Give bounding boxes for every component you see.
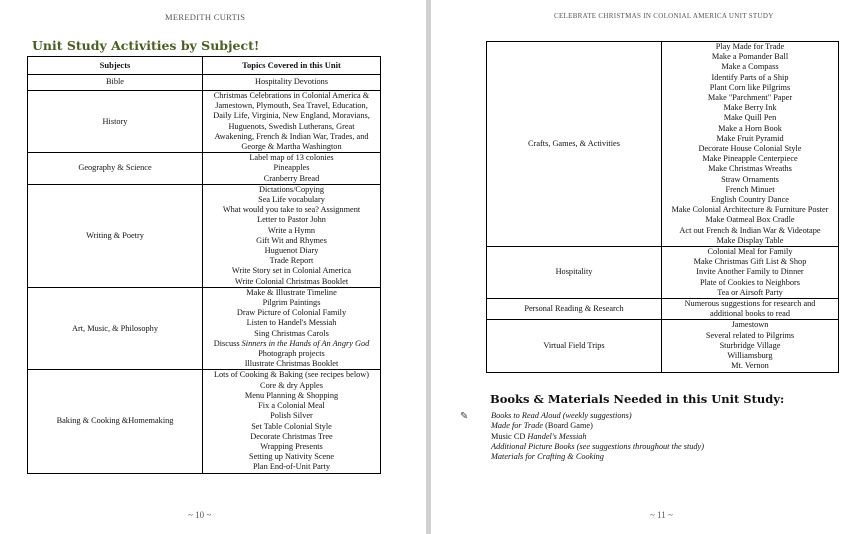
subject-cell: Personal Reading & Research	[487, 299, 662, 320]
subject-cell: Baking & Cooking &Homemaking	[28, 370, 203, 473]
topics-cell	[203, 370, 381, 473]
left-page	[0, 0, 426, 534]
topic-line: Illustrate Christmas Booklet	[244, 359, 339, 369]
page-title: Unit Study Activities by Subject!	[32, 38, 260, 53]
topic-line: Make Colonial Architecture & Furniture Poster	[671, 205, 829, 215]
topic-line: Straw Ornaments	[721, 174, 779, 184]
subject-cell: Hospitality	[487, 247, 662, 299]
topic-line: Invite Another Family to Dinner	[696, 267, 804, 277]
subject-cell: Virtual Field Trips	[487, 320, 662, 372]
topic-line: Write Colonial Christmas Booklet	[234, 276, 349, 286]
topic-line: Cranberry Bread	[263, 173, 320, 183]
topic-line: Draw Picture of Colonial Family	[236, 308, 347, 318]
table-row	[28, 287, 381, 370]
topic-line: Letter to Pastor John	[257, 215, 326, 225]
topic-line: Huguenots, Swedish Lutherans, Great	[228, 121, 355, 131]
books-list	[491, 411, 704, 462]
book-item: Books to Read Aloud (weekly suggestions)	[491, 411, 632, 420]
topic-line: Label map of 13 colonies	[249, 153, 334, 163]
table-row	[28, 184, 381, 287]
topic-line: Make Oatmeal Box Cradle	[705, 215, 795, 225]
topics-cell	[662, 247, 839, 299]
page-number-right: ~ 11 ~	[650, 510, 673, 520]
book-title: Made for Trade	[491, 421, 544, 431]
topic-line: Jamestown, Plymouth, Sea Travel, Education,	[215, 101, 368, 111]
topic-line: Several related to Pilgrims	[705, 330, 795, 340]
topic-line: Make Pineapple Centerpiece	[702, 154, 798, 164]
topic-line: Tea or Airsoft Party	[717, 287, 783, 297]
page-number-left: ~ 10 ~	[188, 510, 212, 520]
topic-line: Write Story set in Colonial America	[231, 266, 352, 276]
sermon-title: Sinners in the Hands of An Angry God	[241, 338, 370, 348]
topic-line: Plan End-of-Unit Party	[253, 462, 330, 472]
topic-line: Decorate House Colonial Style	[698, 144, 802, 154]
activities-table	[27, 56, 381, 474]
topic-line: Polish Silver	[270, 411, 313, 421]
topic-line: Make Christmas Wreaths	[708, 164, 792, 174]
topic-line: Lots of Cooking & Baking (see recipes below)	[213, 370, 370, 380]
table-row	[487, 247, 839, 299]
topic-line: George & Martha Washington	[241, 142, 342, 152]
book-note: (Board Game)	[543, 421, 593, 431]
topics-cell	[662, 299, 839, 320]
table-row	[28, 91, 381, 153]
topic-line: Wrapping Presents	[260, 441, 323, 451]
topic-line: Identify Parts of a Ship	[711, 72, 789, 82]
right-page	[431, 0, 857, 534]
topics-cell	[203, 184, 381, 287]
subject-cell: Art, Music, & Philosophy	[28, 287, 203, 370]
topic-line: Setting up Nativity Scene	[248, 452, 335, 462]
topic-line: Gift Wit and Rhymes	[256, 235, 327, 245]
topics-cell	[662, 320, 839, 372]
book-note: Music CD	[491, 431, 528, 441]
table-row	[28, 153, 381, 185]
topic-line: additional books to read	[710, 309, 790, 319]
topic-line: Williamsburg	[727, 351, 773, 361]
table-header-row	[28, 57, 381, 75]
topic-line: Daily Life, Virginia, New England, Moravians,	[213, 111, 370, 121]
topic-line: Pilgrim Paintings	[262, 298, 321, 308]
topic-line: What would you take to sea? Assignment	[222, 205, 361, 215]
topic-line: Plant Corn like Pilgrims	[709, 82, 791, 92]
topic-line: Jamestown	[731, 320, 769, 330]
book-item: Materials for Crafting & Cooking	[491, 452, 604, 462]
topic-line: Plate of Cookies to Neighbors	[699, 277, 800, 287]
topic-line: Make Christmas Gift List & Shop	[693, 257, 807, 267]
topics-cell	[662, 42, 839, 247]
topic-line: Fix a Colonial Meal	[258, 401, 325, 411]
book-title: Handel's Messiah	[527, 431, 587, 441]
topic-line: Numerous suggestions for research and	[684, 299, 816, 309]
topic-line: Act out French & Indian War & Videotape	[679, 225, 821, 235]
topic-line: Set Table Colonial Style	[251, 421, 332, 431]
running-header-left: MEREDITH CURTIS	[165, 12, 246, 22]
topic-line: Play Made for Trade	[715, 42, 785, 51]
subject-cell: Crafts, Games, & Activities	[487, 42, 662, 247]
topic-line: English Country Dance	[711, 195, 789, 205]
topic-line: Christmas Celebrations in Colonial America &	[213, 91, 370, 100]
topic-line: Make Fruit Pyramid	[716, 133, 784, 143]
topic-line: Make Berry Ink	[723, 103, 777, 113]
topic-line: Colonial Meal for Family	[707, 247, 793, 257]
topic-line: Sea Life vocabulary	[258, 195, 325, 205]
table-row	[28, 370, 381, 473]
topics-cell	[203, 153, 381, 185]
topic-line: French Minuet	[725, 184, 775, 194]
topic-line: Huguenot Diary	[264, 246, 319, 256]
topic-line: Photograph projects	[258, 349, 325, 359]
topic-line: Make Quill Pen	[723, 113, 777, 123]
subject-cell: Bible	[28, 75, 203, 91]
topic-line: Dictations/Copying	[259, 184, 324, 194]
topic-line: Trade Report	[269, 256, 314, 266]
topics-header: Topics Covered in this Unit	[203, 57, 381, 75]
topic-line: Make & Illustrate Timeline	[246, 287, 337, 297]
topic-line: Write a Hymn	[267, 225, 316, 235]
topic-line: Awakening, French & Indian War, Trades, and	[214, 131, 369, 141]
topic-line: Sing Christmas Carols	[254, 328, 329, 338]
subject-cell: History	[28, 91, 203, 153]
topic-line: Core & dry Apples	[260, 380, 323, 390]
book-item	[491, 432, 704, 442]
topic-line: Mt. Vernon	[731, 361, 769, 371]
topic-line: Make a Horn Book	[718, 123, 782, 133]
topic-line: Make a Pomander Ball	[711, 52, 789, 62]
topic-line: Menu Planning & Shopping	[244, 390, 339, 400]
book-item	[491, 421, 704, 431]
topic-line: Make "Parchment" Paper	[707, 93, 793, 103]
subject-cell: Geography & Science	[28, 153, 203, 185]
topic-line: Pineapples	[273, 163, 310, 173]
books-section-title: Books & Materials Needed in this Unit Study:	[490, 392, 785, 406]
topics-cell	[203, 287, 381, 370]
topics-cell	[203, 91, 381, 153]
running-header-right: CELEBRATE CHRISTMAS IN COLONIAL AMERICA UNIT STUDY	[554, 12, 774, 20]
topic-line: Discuss Sinners in the Hands of An Angry God	[213, 338, 370, 348]
table-row	[487, 42, 839, 247]
subject-cell: Writing & Poetry	[28, 184, 203, 287]
topic-line: Hospitality Devotions	[254, 77, 329, 87]
table-row	[487, 320, 839, 372]
topic-line: Make Display Table	[716, 235, 784, 245]
topic-line: Decorate Christmas Tree	[250, 431, 333, 441]
quill-bullet-icon: ✎	[460, 411, 469, 422]
topics-cell	[203, 75, 381, 91]
table-row	[28, 75, 381, 91]
book-item: Additional Picture Books (see suggestions throughout the study)	[491, 441, 705, 451]
table-row	[487, 299, 839, 320]
topic-line: Listen to Handel's Messiah	[246, 318, 337, 328]
topic-line: Sturbridge Village	[719, 340, 781, 350]
subjects-header: Subjects	[28, 57, 203, 75]
topic-line: Make a Compass	[721, 62, 779, 72]
activities-table-continued	[486, 41, 839, 373]
